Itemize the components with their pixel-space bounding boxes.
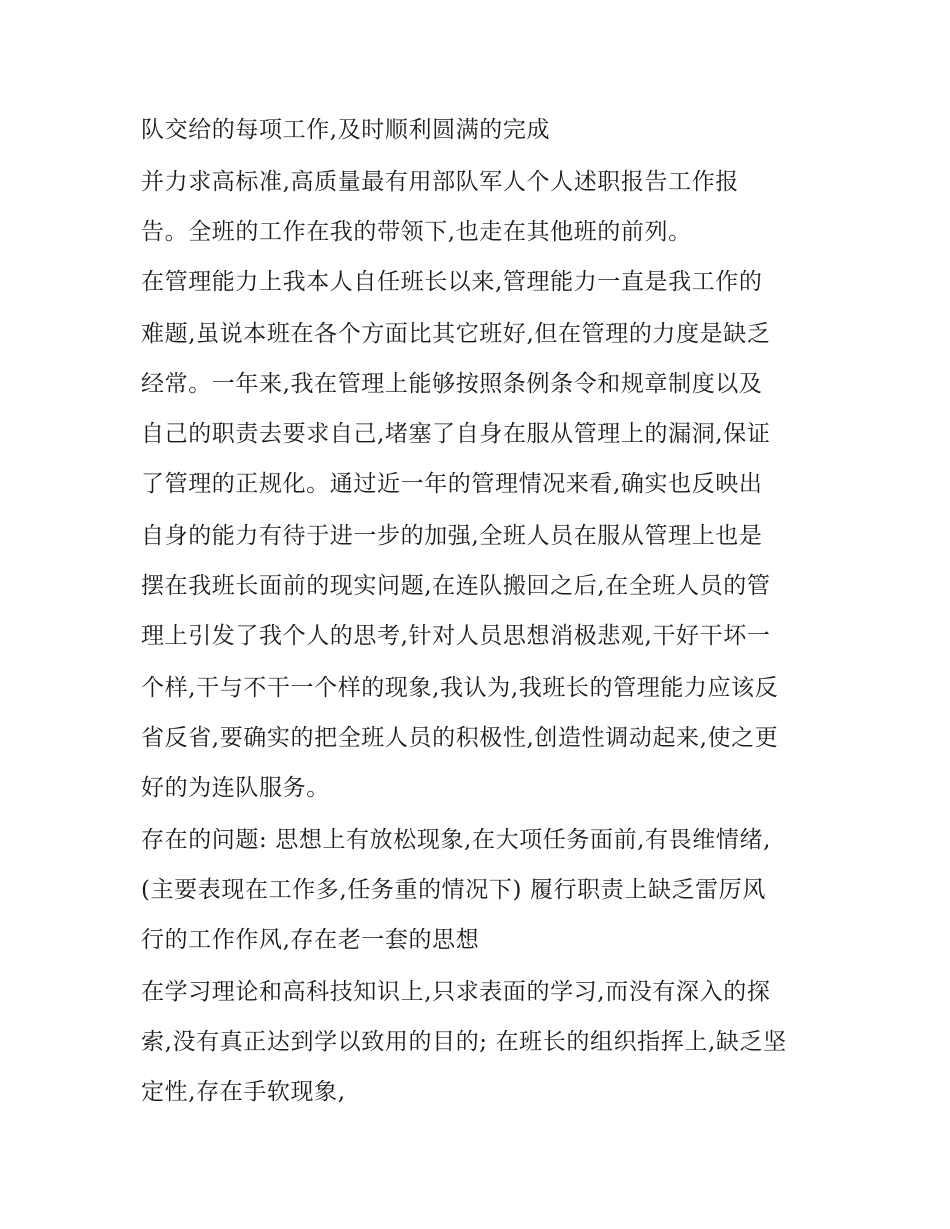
text-line: 行的工作作风,存在老一套的思想 [141, 927, 480, 953]
text-line: 理上引发了我个人的思考,针对人员思想消极悲观,干好干坏一 [141, 623, 771, 649]
text-line: 索,没有真正达到学以致用的目的; 在班长的组织指挥上,缺乏坚 [141, 1029, 787, 1055]
text-line: 告。全班的工作在我的带领下,也走在其他班的前列。 [141, 219, 692, 245]
text-line: 好的为连队服务。 [141, 775, 330, 801]
text-line: 经常。一年来,我在管理上能够按照条例条令和规章制度以及 [141, 371, 763, 397]
text-line: 自身的能力有待于进一步的加强,全班人员在服从管理上也是 [141, 523, 763, 549]
text-line: 并力求高标准,高质量最有用部队军人个人述职报告工作报 [141, 169, 739, 195]
text-line: 存在的问题: 思想上有放松现象,在大项任务面前,有畏维情绪, [141, 827, 771, 853]
text-line: 个样,干与不干一个样的现象,我认为,我班长的管理能力应该反 [141, 675, 779, 701]
text-line: (主要表现在工作多,任务重的情况下) 履行职责上缺乏雷厉风 [141, 877, 766, 903]
text-line: 省反省,要确实的把全班人员的积极性,创造性调动起来,使之更 [141, 725, 779, 751]
text-line: 队交给的每项工作,及时顺利圆满的完成 [141, 117, 551, 143]
text-line: 了管理的正规化。通过近一年的管理情况来看,确实也反映出 [141, 471, 763, 497]
text-line: 自己的职责去要求自己,堵塞了自身在服从管理上的漏洞,保证 [141, 421, 771, 447]
text-line: 摆在我班长面前的现实问题,在连队搬回之后,在全班人员的管 [141, 573, 771, 599]
text-line: 在管理能力上我本人自任班长以来,管理能力一直是我工作的 [141, 269, 763, 295]
text-line: 难题,虽说本班在各个方面比其它班好,但在管理的力度是缺乏 [141, 321, 771, 347]
text-line: 定性,存在手软现象, [141, 1079, 346, 1105]
text-line: 在学习理论和高科技知识上,只求表面的学习,而没有深入的探 [141, 979, 771, 1005]
